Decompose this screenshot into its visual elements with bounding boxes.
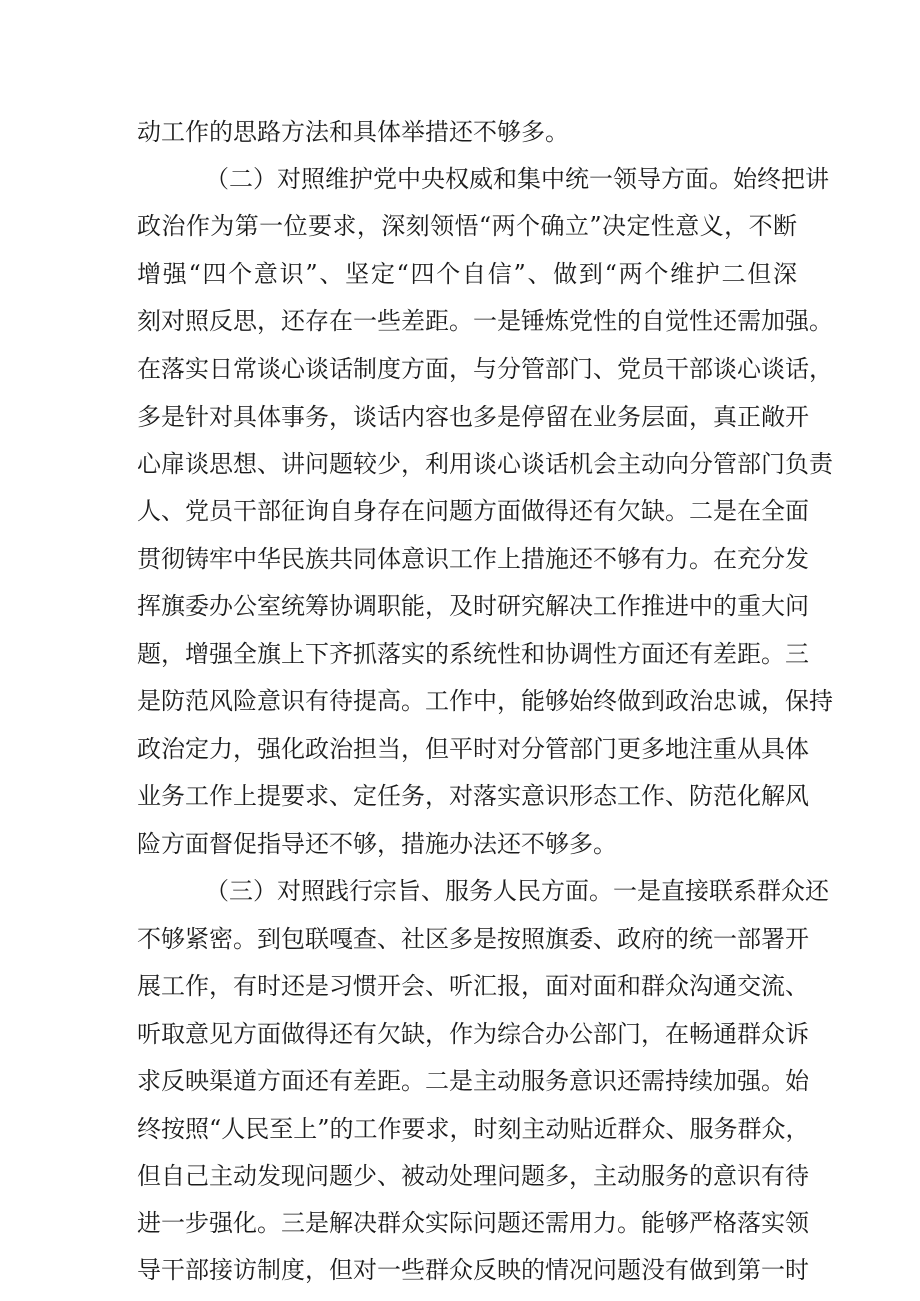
text-line: 政治定力，强化政治担当，但平时对分管部门更多地注重从具体	[137, 735, 809, 763]
text-line: 险方面督促指导还不够，措施办法还不够多。	[137, 830, 617, 858]
text-line: 在落实日常谈心谈话制度方面，与分管部门、党员干部谈心谈话，	[137, 355, 833, 383]
text-line: 不够紧密。到包联嘎查、社区多是按照旗委、政府的统一部署开	[137, 925, 809, 953]
text-line: 题，增强全旗上下齐抓落实的系统性和协调性方面还有差距。三	[137, 640, 809, 668]
text-line: 动工作的思路方法和具体举措还不够多。	[137, 118, 569, 146]
text-line: 导干部接访制度，但对一些群众反映的情况问题没有做到第一时	[137, 1256, 809, 1284]
text-line: 心扉谈思想、讲问题较少，利用谈心谈话机会主动向分管部门负责	[137, 450, 833, 478]
text-line: （二）对照维护党中央权威和集中统一领导方面。始终把讲	[205, 165, 829, 193]
text-line: 展工作，有时还是习惯开会、听汇报，面对面和群众沟通交流、	[137, 972, 809, 1000]
text-line: 但自己主动发现问题少、被动处理问题多，主动服务的意识有待	[137, 1162, 809, 1190]
text-line: 人、党员干部征询自身存在问题方面做得还有欠缺。二是在全面	[137, 497, 809, 525]
text-line: 是防范风险意识有待提高。工作中，能够始终做到政治忠诚，保持	[137, 687, 833, 715]
text-line: 业务工作上提要求、定任务，对落实意识形态工作、防范化解风	[137, 782, 809, 810]
text-line: （三）对照践行宗旨、服务人民方面。一是直接联系群众还	[205, 877, 829, 905]
text-line: 增强“四个意识”、坚定“四个自信”、做到“两个维护二但深	[137, 260, 797, 288]
text-line: 挥旗委办公室统筹协调职能，及时研究解决工作推进中的重大问	[137, 592, 809, 620]
text-line: 终按照“人民至上”的工作要求，时刻主动贴近群众、服务群众，	[137, 1115, 810, 1143]
text-line: 多是针对具体事务，谈话内容也多是停留在业务层面，真正敞开	[137, 403, 809, 431]
text-line: 进一步强化。三是解决群众实际问题还需用力。能够严格落实领	[137, 1209, 809, 1237]
text-line: 政治作为第一位要求，深刻领悟“两个确立”决定性意义，不断	[137, 212, 797, 240]
text-line: 贯彻铸牢中华民族共同体意识工作上措施还不够有力。在充分发	[137, 545, 809, 573]
text-line: 刻对照反思，还存在一些差距。一是锤炼党性的自觉性还需加强。	[137, 307, 833, 335]
text-line: 听取意见方面做得还有欠缺，作为综合办公部门，在畅通群众诉	[137, 1020, 809, 1048]
text-line: 求反映渠道方面还有差距。二是主动服务意识还需持续加强。始	[137, 1067, 809, 1095]
